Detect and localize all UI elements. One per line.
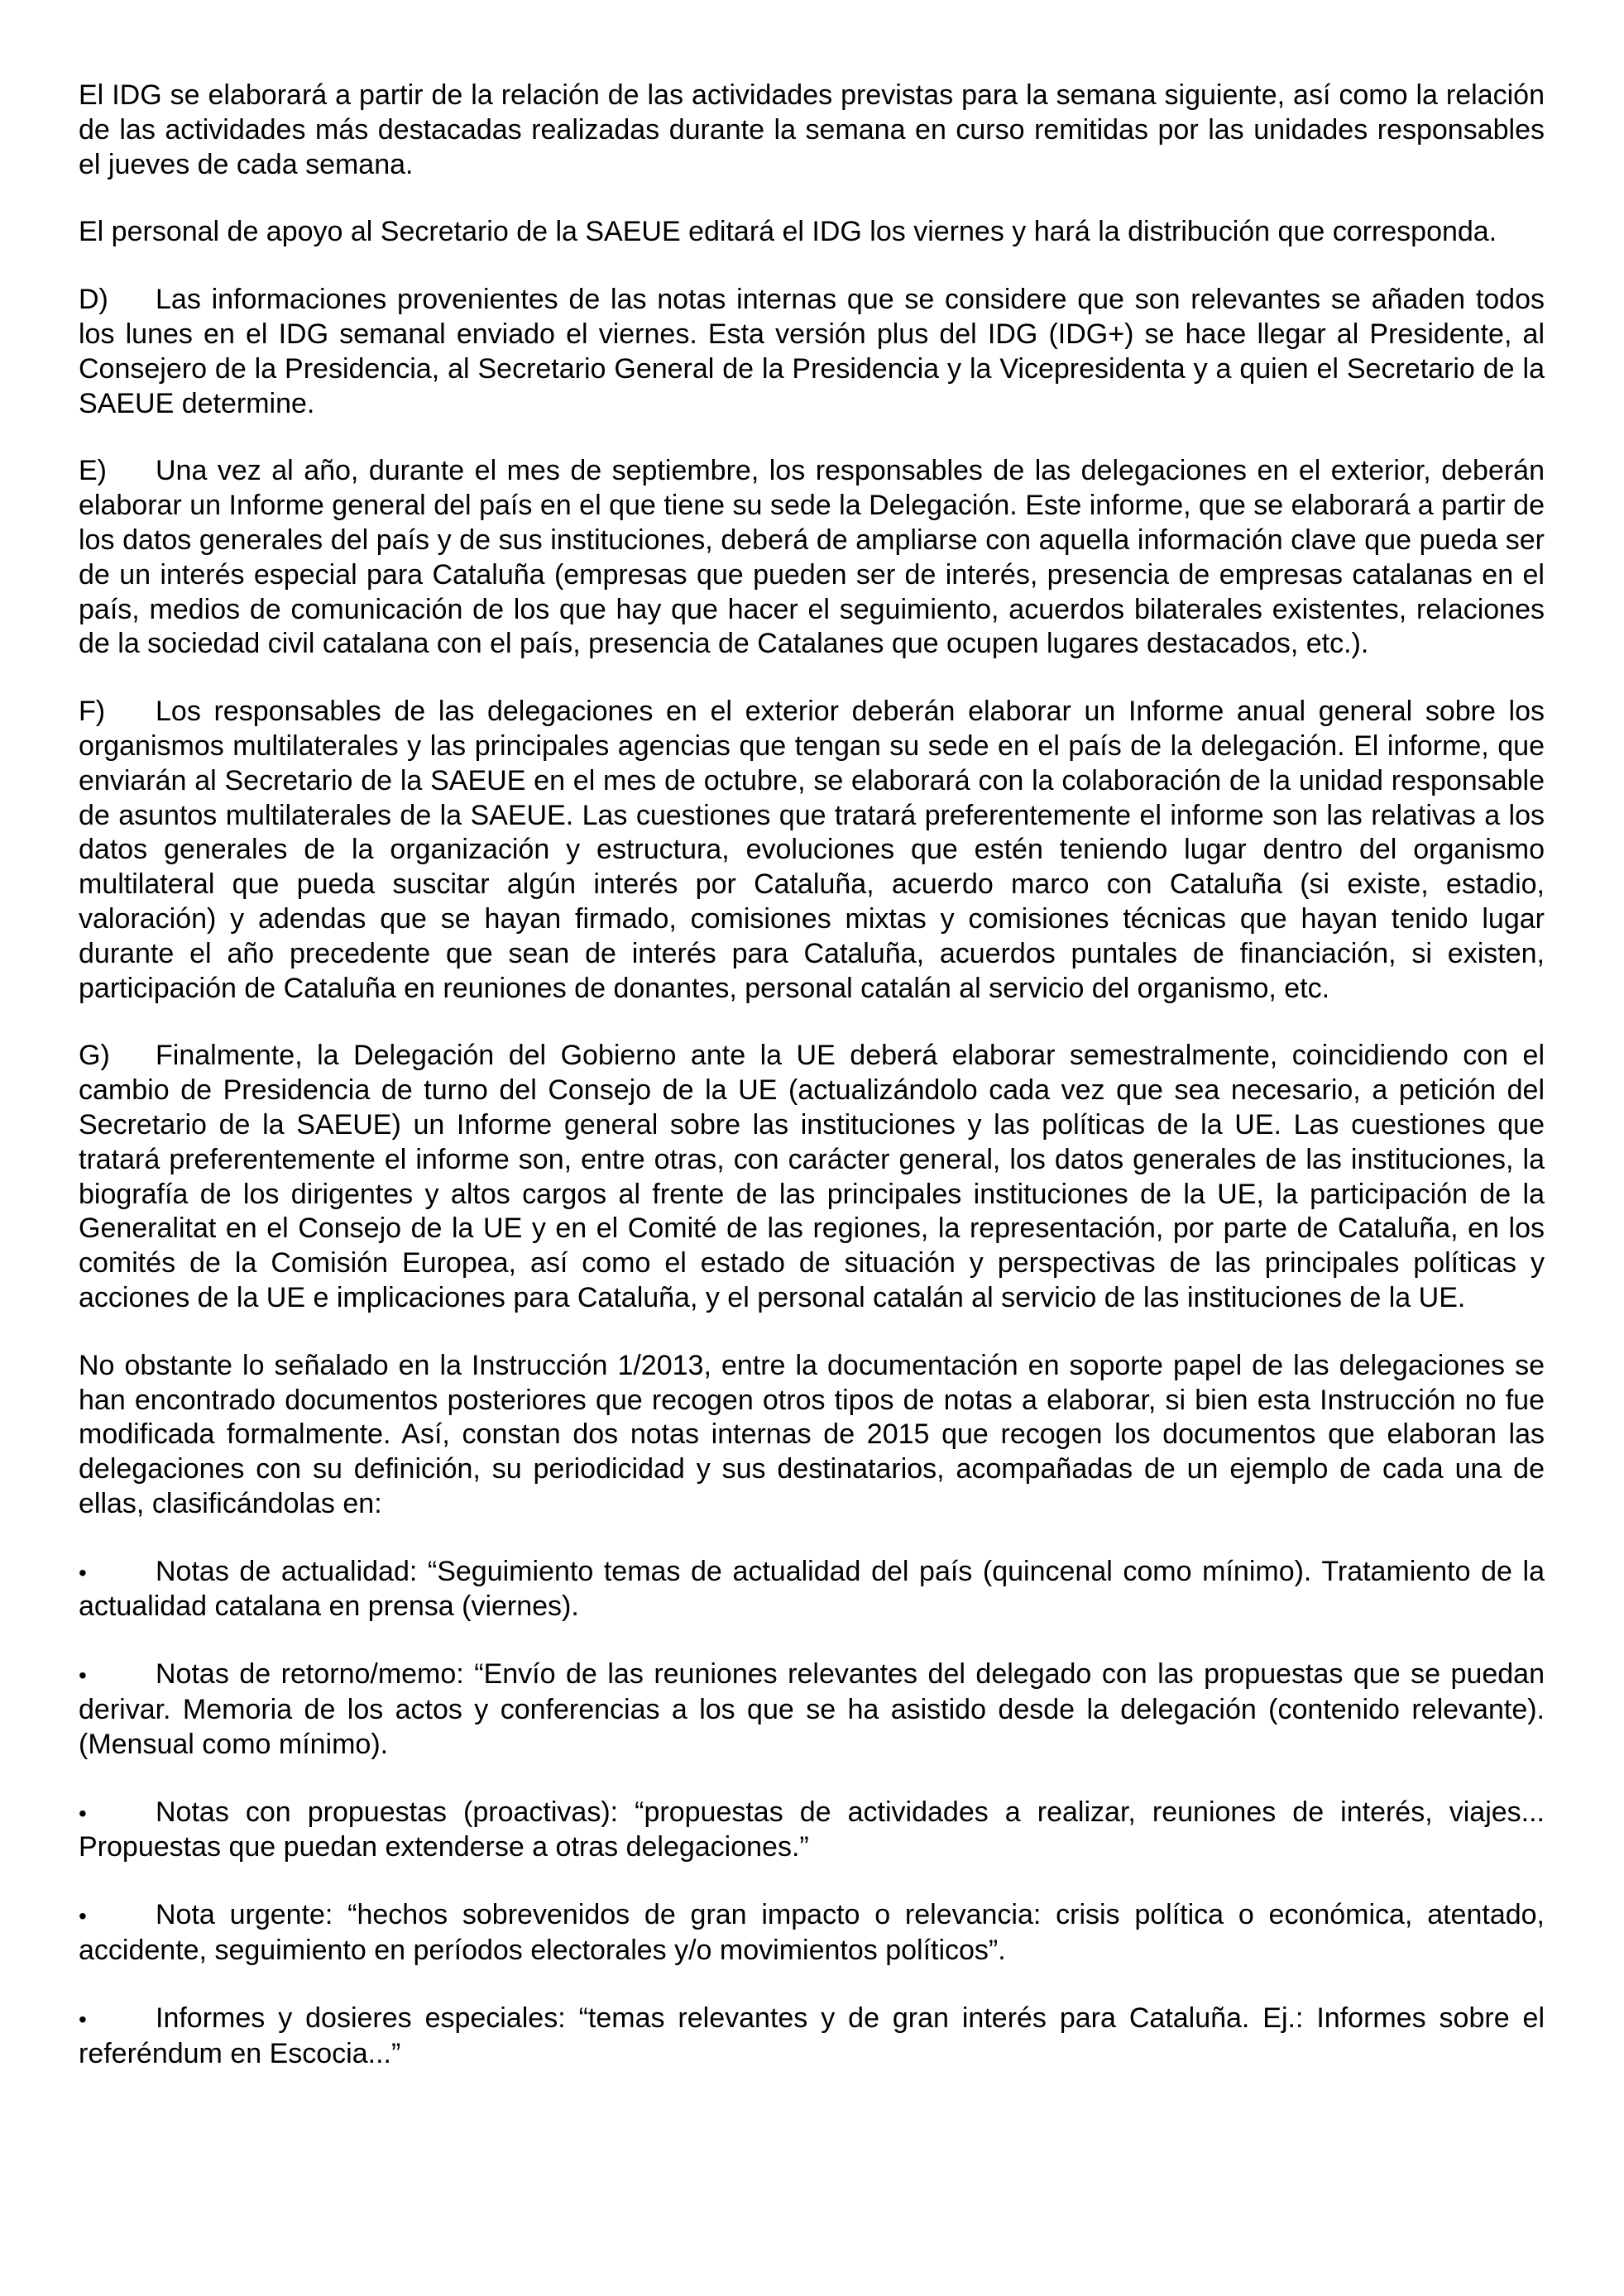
list-item-text: Informes y dosieres especiales: “temas relevantes y de gran interés para Cataluña. Ej.: Informes sobre el referéndum en Escocia...”	[79, 2002, 1545, 2069]
bullet-icon: •	[79, 1800, 87, 1826]
paragraph-text: Finalmente, la Delegación del Gobierno ante la UE deberá elaborar semestralmente, coincidiendo con el cambio de Presidencia de turno del Consejo de la UE (actualizándolo cada vez que sea necesario, a petición del Secretario de la SAEUE) un Informe general sobre las instituciones y las políticas de la UE. Las cuestiones que tratará preferentemente el informe son, entre otras, con carácter general, los datos generales de las instituciones, la biografía de los dirigentes y altos cargos al frente de las principales instituciones de la UE, la participación de la Generalitat en el Consejo de la UE y en el Comité de las regiones, la representación, por parte de Cataluña, en los comités de la Comisión Europea, así como el estado de situación y perspectivas de las principales políticas y acciones de la UE e implicaciones para Cataluña, y el personal catalán al servicio de las instituciones de la UE.	[79, 1040, 1545, 1313]
paragraph-text: No obstante lo señalado en la Instrucción 1/2013, entre la documentación en soporte papel de las delegaciones se han encontrado documentos posteriores que recogen otros tipos de notas a elaborar, si bien esta Instrucción no fue modificada formalmente. Así, constan dos notas internas de 2015 que recogen los documentos que elaboran las delegaciones con su definición, su periodicidad y sus destinatarios, acompañadas de un ejemplo de cada una de ellas, clasificándolas en:	[79, 1349, 1545, 1519]
paragraph-g	[79, 1039, 1545, 1315]
bullet-icon: •	[79, 1903, 87, 1930]
paragraph-text: Una vez al año, durante el mes de septiembre, los responsables de las delegaciones en el exterior, deberán elaborar un Informe general del país en el que tiene su sede la Delegación. Este informe, que se elaborará a partir de los datos generales del país y de sus instituciones, deberá de ampliarse con aquella información clave que pueda ser de un interés especial para Cataluña (empresas que pueden ser de interés, presencia de empresas catalanas en el país, medios de comunicación de los que hay que hacer el seguimiento, acuerdos bilaterales existentes, relaciones de la sociedad civil catalana con el país, presencia de Catalanes que ocupen lugares destacados, etc.).	[79, 455, 1545, 660]
list-item-text: Notas de retorno/memo: “Envío de las reuniones relevantes del delegado con las propuestas que se puedan derivar. Memoria de los actos y conferencias a los que se ha asistido desde la delegación (contenido relevante). (Mensual como mínimo).	[79, 1658, 1545, 1760]
paragraph-no-obstante	[79, 1349, 1545, 1522]
list-item	[79, 1898, 1545, 1968]
paragraph-idg-distribution	[79, 215, 1545, 250]
paragraph-f	[79, 695, 1545, 1006]
paragraph-text: Los responsables de las delegaciones en el exterior deberán elaborar un Informe anual general sobre los organismos multilaterales y las principales agencias que tengan su sede en el país de la delegación. El informe, que enviarán al Secretario de la SAEUE en el mes de octubre, se elaborará con la colaboración de la unidad responsable de asuntos multilaterales de la SAEUE. Las cuestiones que tratará preferentemente el informe son las relativas a los datos generales de la organización y estructura, evoluciones que estén teniendo lugar dentro del organismo multilateral que pueda suscitar algún interés por Cataluña, acuerdo marco con Cataluña (si existe, estadio, valoración) y adendas que se hayan firmado, comisiones mixtas y comisiones técnicas que hayan tenido lugar durante el año precedente que sean de interés para Cataluña, acuerdos puntales de financiación, si existen, participación de Cataluña en reuniones de donantes, personal catalán al servicio del organismo, etc.	[79, 696, 1545, 1004]
list-item	[79, 1796, 1545, 1866]
paragraph-label: E)	[79, 455, 107, 487]
list-item	[79, 2002, 1545, 2072]
paragraph-text: El IDG se elaborará a partir de la relación de las actividades previstas para la semana siguiente, así como la relación de las actividades más destacadas realizadas durante la semana en curso remitidas por las unidades responsables el jueves de cada semana.	[79, 79, 1545, 180]
list-item-text: Notas con propuestas (proactivas): “propuestas de actividades a realizar, reuniones de interés, viajes... Propuestas que puedan extenderse a otras delegaciones.”	[79, 1796, 1545, 1863]
document-page	[79, 79, 1545, 2104]
bullet-icon: •	[79, 2006, 87, 2032]
bullet-icon: •	[79, 1559, 87, 1586]
paragraph-d	[79, 283, 1545, 421]
list-item	[79, 1555, 1545, 1625]
paragraph-text: Las informaciones provenientes de las notas internas que se considere que son relevantes se añaden todos los lunes en el IDG semanal enviado el viernes. Esta versión plus del IDG (IDG+) se hace llegar al Presidente, al Consejero de la Presidencia, al Secretario General de la Presidencia y la Vicepresidenta y a quien el Secretario de la SAEUE determine.	[79, 284, 1545, 419]
paragraph-label: G)	[79, 1040, 110, 1072]
paragraph-label: F)	[79, 696, 106, 728]
list-item-text: Nota urgente: “hechos sobrevenidos de gran impacto o relevancia: crisis política o económica, atentado, accidente, seguimiento en períodos electorales y/o movimientos políticos”.	[79, 1899, 1545, 1967]
paragraph-idg-elaboration	[79, 79, 1545, 182]
paragraph-label: D)	[79, 284, 108, 316]
paragraph-e	[79, 454, 1545, 662]
list-item-text: Notas de actualidad: “Seguimiento temas de actualidad del país (quincenal como mínimo). Tratamiento de la actualidad catalana en prensa (viernes).	[79, 1555, 1545, 1623]
note-types-list	[79, 1555, 1545, 2072]
bullet-icon: •	[79, 1662, 87, 1689]
list-item	[79, 1657, 1545, 1762]
paragraph-text: El personal de apoyo al Secretario de la SAEUE editará el IDG los viernes y hará la distribución que corresponda.	[79, 216, 1497, 248]
